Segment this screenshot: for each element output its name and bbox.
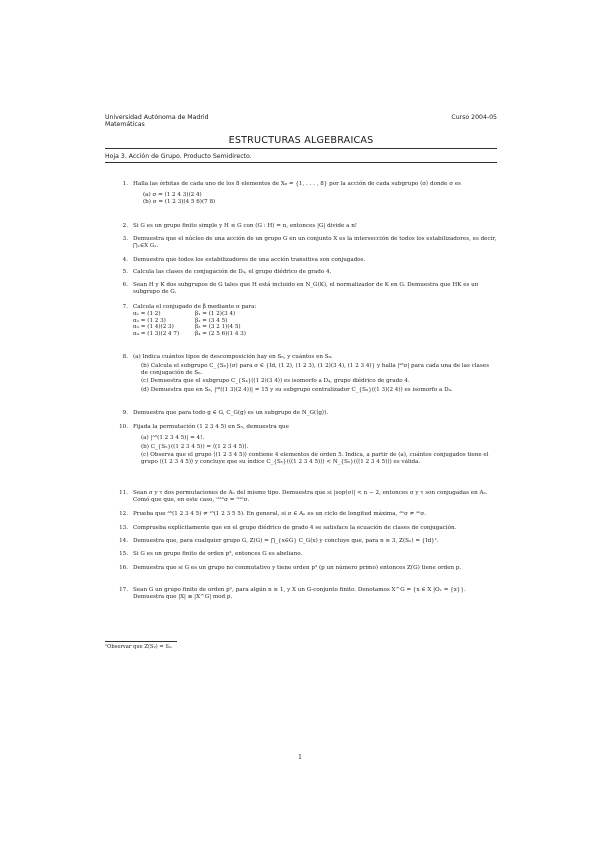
exercise-9-text: Demuestra que para todo g ∈ G, C_G(g) es un subgrupo de N_G(⟨g⟩).: [133, 410, 329, 416]
footnote: ¹Observar que Z(S₂) = S₂.: [105, 644, 173, 650]
exercise-8-item-b: (b) Calcula el subgrupo C_{S₆}(σ) para σ ∈ {Id, (1 2), (1 2 3), (1 2)(3 4), (1 2 3 4)} y halla |ˢ⁶σ| para cada una de las clases de conjugación de S₆.: [141, 362, 489, 376]
exercise-6-text: Sean H y K dos subgrupos de G tales que H está incluido en N_G(K), el normalizador de K en G. Demuestra que HK es un subgrupo de G.: [133, 282, 479, 295]
exercise-12-text: Prueba que ᴬ⁵(1 2 3 4 5) ≠ ˢ⁵(1 2 3 5 5). En general, si σ ∈ Aₙ es un ciclo de longitud máxima, ᴬⁿσ ≠ ˢⁿσ.: [133, 511, 427, 517]
subtitle-rule: [105, 162, 497, 163]
exercise-8-item-d: (d) Demuestra que en S₈, |ˢ⁸((1 3)(2 4))| = 15 y su subgrupo centralizador C_{S₆}((1 3)(2 4)) es isomorfo a D₄.: [141, 387, 453, 394]
exercise-10-item-b: (b) C_{S₅}((1 2 3 4 5)) = ⟨(1 2 3 4 5)⟩.: [141, 443, 249, 450]
exercise-1-text: Halla las órbitas de cada uno de los 8 elementos de X₈ = {1, . . . , 8} por la acción de cada subgrupo ⟨σ⟩ donde σ es: [133, 181, 462, 187]
exercise-16-text: Demuestra que si G es un grupo no conmutativo y tiene orden p³ (p un número primo) entonces Z(G) tiene orden p.: [133, 565, 462, 571]
exercise-4-text: Demuestra que todos los estabilizadores de una acción transitiva son conjugados.: [133, 257, 366, 263]
exercise-10-text: Fijada la permutación (1 2 3 4 5) en S₅, demuestra que: [133, 424, 289, 430]
title-rule: [105, 148, 497, 149]
exercise-1-item-a: (a) σ = (1 2 4 3)(2 4): [143, 191, 202, 198]
page-header: [105, 114, 497, 128]
conjugation-table: α₁ = (1 2) β₁ = (1 2)(3 4) α₂ = (1 2 3) β₂ = (3 4 5) α₃ = (1 4)(2 3) β₃ = (3 2 1)(4 5) α₄ = (1 3)(2 4 7) β₄ = (2 5 6)(1 4 3): [133, 310, 246, 338]
exercise-7-text: Calcula el conjugado de β mediante α para:: [133, 304, 257, 310]
exercise-5-text: Calcula las clases de conjugación de D₄, el grupo diédrico de grado 4.: [133, 269, 332, 275]
exercise-8-item-c: (c) Demuestra que el subgrupo C_{S₄}((1 2)(3 4)) es isomorfo a D₄, grupo diédrico de grado 4.: [141, 378, 410, 385]
exercise-14-text: Demuestra que, para cualquier grupo G, Z(G) = ⋂_{x∈G} C_G(x) y concluye que, para n ≥ 3, Z(Sₙ) = {Id}¹.: [133, 538, 439, 544]
page-number: 1: [298, 754, 302, 761]
exercise-10-item-a: (a) |ᴬ⁵(1 2 3 4 5)| = 4!.: [141, 434, 205, 441]
exercise-13-text: Comprueba explícitamente que en el grupo diédrico de grado 4 se satisface la ecuación de clases de conjugación.: [133, 525, 457, 531]
course-year: Curso 2004-05: [451, 114, 497, 121]
university-name: Universidad Autónoma de Madrid: [105, 114, 209, 121]
exercise-11-text: Sean σ y τ dos permutaciones de Aₙ del mismo tipo. Demuestra que si |sop(σ)| < n − 2, entonces σ y τ son conjugadas en Aₙ. Comó que que, en este caso, ᶜˡᴬⁿσ = ᶜˡˢⁿσ.: [133, 490, 488, 503]
exercise-15-text: Si G es un grupo finito de orden p², entonces G es abeliano.: [133, 551, 303, 557]
exercise-3-text: Demuestra que el núcleo de una acción de un grupo G en un conjunto X es la intersección de todos los estabilizadores, es decir, ⋂ₓ∈X Gₓ.: [133, 236, 497, 249]
document-title: ESTRUCTURAS ALGEBRAICAS: [228, 135, 374, 146]
exercise-8-item-a: (a) Indica cuántos tipos de descomposición hay en S₆, y cuántos en S₈.: [133, 354, 333, 360]
exercise-10-item-c: (c) Observa que el grupo ⟨(1 2 3 4 5)⟩ contiene 4 elementos de orden 5. Indica, a partir de (a), cuántos conjugados tiene el grupo ⟨(1 2 3 4 5)⟩ y concluye que su índice C_{S₅}(⟨(1 2 3 4 5)⟩) < N_{S₅}(⟨(1 2 3 4 5)⟩) es válida.: [141, 452, 489, 466]
department-name: Matemáticas: [105, 121, 145, 128]
footnote-rule: [105, 641, 177, 642]
exercise-17-text: Sean G un grupo finito de orden pⁿ, para algún n ≥ 1, y X un G-conjunto finito. Denotamos X^G = {x ∈ X |Oₓ = {x}}. Demuestra que |X| ≡ |X^G| mod p.: [133, 587, 466, 600]
sheet-subtitle: Hoja 3. Acción de Grupo. Producto Semidirecto.: [105, 153, 252, 160]
exercise-1-item-b: (b) σ = (1 2 3)(4 5 6)(7 8): [143, 198, 216, 205]
exercise-2-text: Si G es un grupo finito simple y H ≤ G con (G : H) = n, entonces |G| divide a n!: [133, 223, 358, 229]
